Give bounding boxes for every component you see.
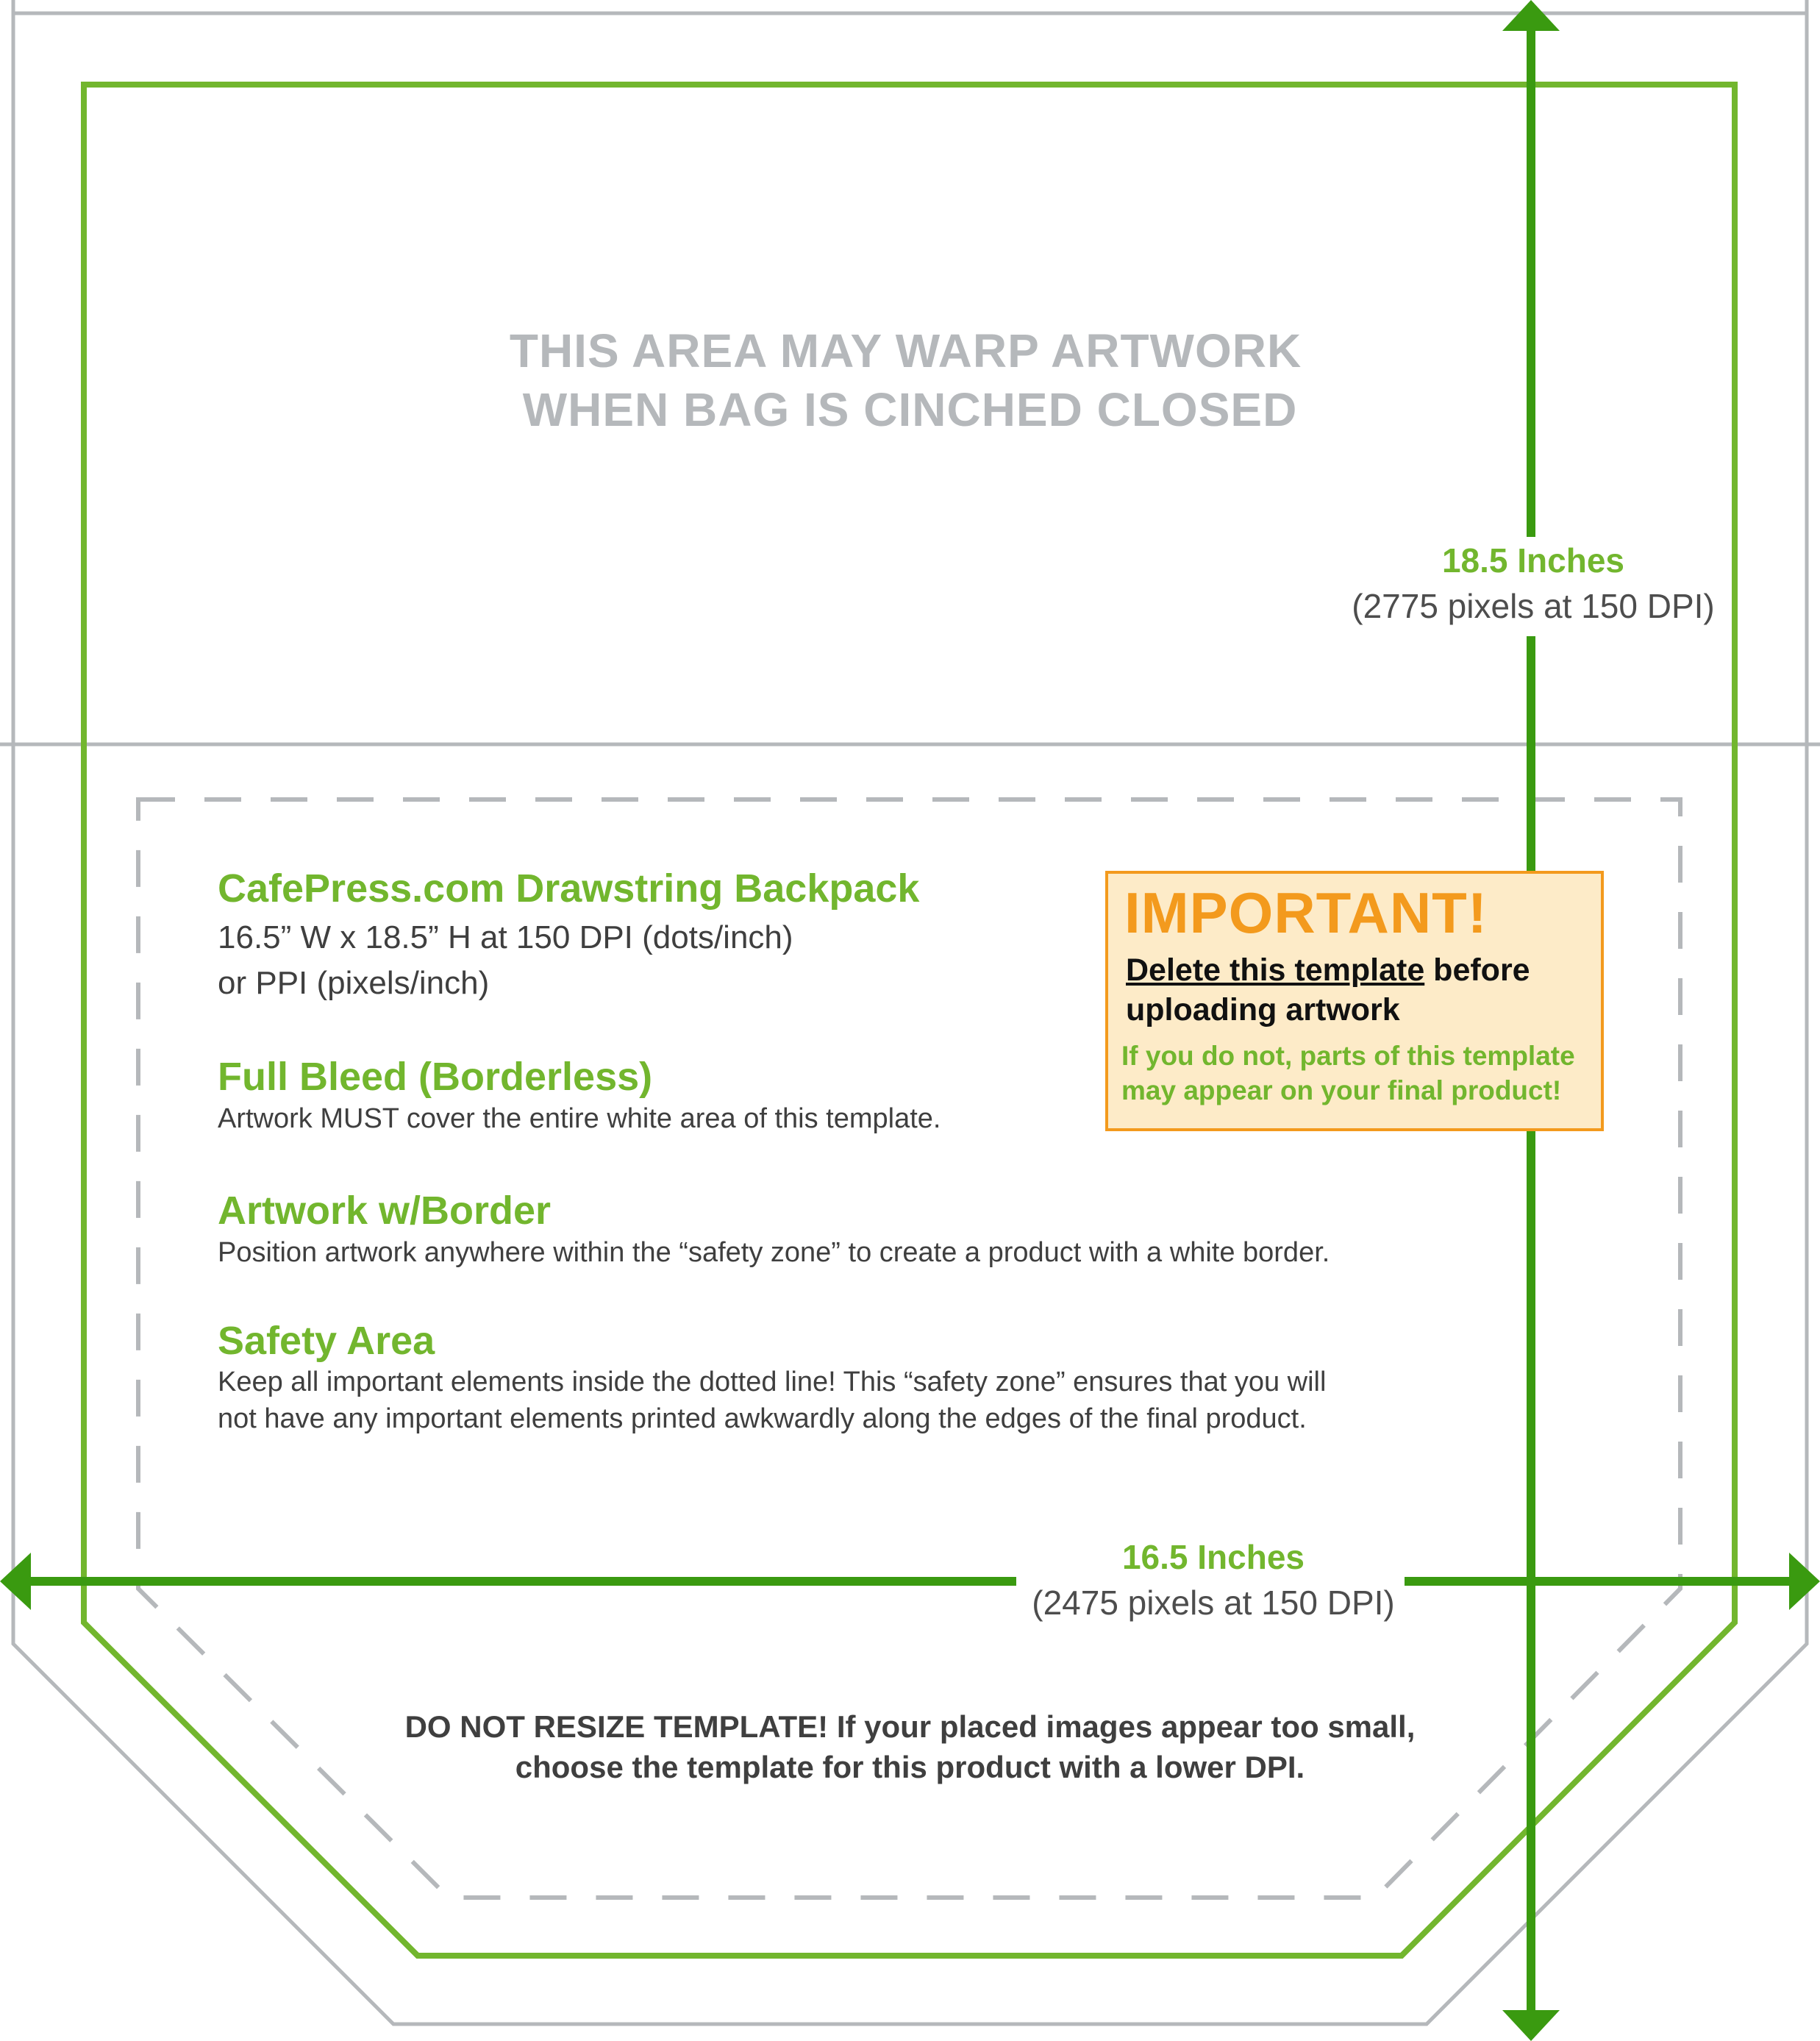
section-text-safety-area-line1: Keep all important elements inside the dotted line! This “safety zone” ensures that you will <box>218 1367 1327 1397</box>
arrow-down-icon <box>1502 2010 1560 2041</box>
height-dimension-pixels: (2775 pixels at 150 DPI) <box>1352 587 1715 625</box>
width-dimension-label: 16.5 Inches <box>1121 1538 1305 1576</box>
delete-template-line2: uploading artwork <box>1126 992 1400 1027</box>
resize-warning-line1: DO NOT RESIZE TEMPLATE! If your placed images appear too small, <box>404 1709 1416 1744</box>
section-heading-safety-area: Safety Area <box>218 1319 435 1363</box>
resize-warning <box>0 1706 1820 1787</box>
delete-template-emphasis: Delete this template <box>1126 952 1425 988</box>
product-spec-line1: 16.5” W x 18.5” H at 150 DPI (dots/inch) <box>218 919 793 955</box>
product-title: CafePress.com Drawstring Backpack <box>218 866 920 911</box>
product-spec-line2: or PPI (pixels/inch) <box>218 965 490 1001</box>
delete-template-instruction <box>1126 950 1530 1030</box>
template-warning-line1: If you do not, parts of this template <box>1121 1041 1575 1071</box>
arrow-left-icon <box>0 1553 31 1610</box>
resize-warning-line2: choose the template for this product with a lower DPI. <box>515 1750 1305 1784</box>
warp-notice-line1: THIS AREA MAY WARP ARTWORK <box>509 324 1302 377</box>
important-notice-box <box>1105 871 1604 1131</box>
arrow-up-icon <box>1502 0 1560 31</box>
important-title: IMPORTANT! <box>1124 880 1488 945</box>
section-heading-artwork-border: Artwork w/Border <box>218 1189 552 1233</box>
section-text-safety-area-line2: not have any important elements printed awkwardly along the edges of the final product. <box>218 1403 1307 1434</box>
section-text-full-bleed: Artwork MUST cover the entire white area of this template. <box>218 1103 941 1134</box>
template-warning <box>1121 1039 1575 1108</box>
delete-template-rest: before <box>1424 952 1530 988</box>
warp-notice-line2: WHEN BAG IS CINCHED CLOSED <box>522 383 1298 436</box>
height-dimension-label: 18.5 Inches <box>1441 541 1625 580</box>
arrow-right-icon <box>1789 1553 1820 1610</box>
template-warning-line2: may appear on your final product! <box>1121 1075 1562 1105</box>
width-dimension-pixels: (2475 pixels at 150 DPI) <box>1032 1584 1395 1622</box>
section-text-artwork-border: Position artwork anywhere within the “safety zone” to create a product with a white border. <box>218 1237 1330 1268</box>
section-heading-full-bleed: Full Bleed (Borderless) <box>218 1055 653 1099</box>
